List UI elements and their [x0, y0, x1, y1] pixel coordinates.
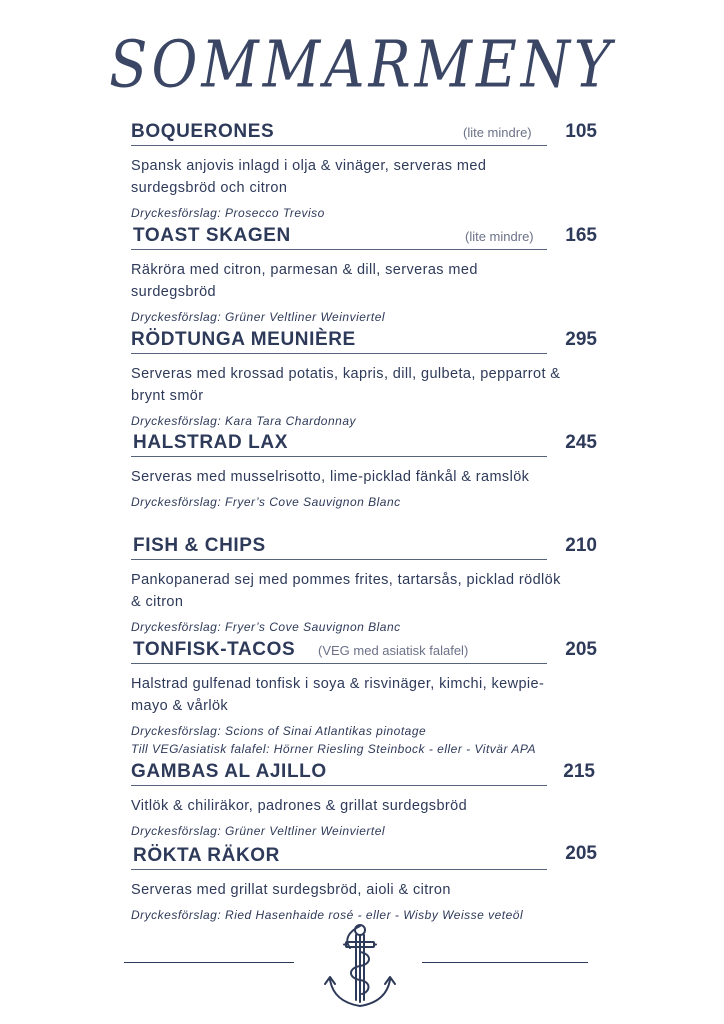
menu-item-header — [131, 121, 601, 147]
header-underline — [131, 559, 547, 560]
dish-description: Vitlök & chiliräkor, padrones & grillat surdegsbröd — [131, 798, 468, 814]
drink-pairing: Dryckesförslag: Kara Tara Chardonnay — [131, 414, 356, 428]
menu-item-toast-skagen — [131, 225, 601, 326]
footer-divider-right — [422, 962, 588, 963]
menu-item-halstrad-lax — [131, 432, 601, 511]
dish-price: 215 — [563, 761, 595, 782]
dish-name: GAMBAS AL AJILLO — [131, 761, 327, 782]
dish-price: 295 — [565, 329, 597, 350]
drink-pairing: Dryckesförslag: Grüner Veltliner Weinviertel — [131, 824, 386, 838]
header-underline — [131, 663, 547, 664]
dish-price: 210 — [565, 535, 597, 556]
dish-name: TONFISK-TACOS — [133, 639, 296, 660]
header-underline — [131, 353, 547, 354]
dish-name: TOAST SKAGEN — [133, 225, 291, 246]
dish-description: Pankopanerad sej med pommes frites, tartarsås, picklad rödlök & citron — [131, 572, 561, 610]
dish-name: BOQUERONES — [131, 121, 275, 142]
dish-name: RÖKTA RÄKOR — [133, 845, 280, 866]
dish-description: Räkröra med citron, parmesan & dill, serveras med surdegsbröd — [131, 262, 478, 300]
drink-pairing: Dryckesförslag: Grüner Veltliner Weinviertel — [131, 310, 386, 324]
dish-price: 165 — [565, 225, 597, 246]
dish-description: Serveras med musselrisotto, lime-picklad fänkål & ramslök — [131, 469, 530, 485]
drink-pairing: Dryckesförslag: Scions of Sinai Atlantikas pinotage — [131, 724, 427, 738]
menu-item-boquerones — [131, 121, 601, 222]
dish-price: 245 — [565, 432, 597, 453]
anchor-icon — [320, 922, 400, 1012]
dish-name: RÖDTUNGA MEUNIÈRE — [131, 329, 356, 350]
drink-pairing-veg: Till VEG/asiatisk falafel: Hörner Riesling Steinbock - eller - Vitvär APA — [131, 742, 536, 756]
menu-item-rodtunga-meuniere — [131, 329, 601, 430]
dish-note: (lite mindre) — [463, 125, 532, 140]
menu-item-header — [131, 225, 601, 251]
menu-item-header — [131, 845, 601, 871]
menu-item-header — [131, 639, 601, 665]
menu-item-header — [131, 761, 601, 787]
menu-item-header — [131, 329, 601, 355]
menu-item-header — [131, 432, 601, 458]
dish-name: HALSTRAD LAX — [133, 432, 288, 453]
menu-item-tonfisk-tacos — [131, 639, 601, 758]
menu-item-gambas-al-ajillo — [131, 761, 601, 840]
menu-item-header — [131, 535, 601, 561]
dish-description: Serveras med grillat surdegsbröd, aioli & citron — [131, 882, 451, 898]
dish-price: 205 — [565, 843, 597, 864]
menu-item-fish-and-chips — [131, 535, 601, 636]
dish-description: Spansk anjovis inlagd i olja & vinäger, serveras med surdegsbröd och citron — [131, 158, 487, 196]
header-underline — [131, 145, 547, 146]
dish-price: 105 — [565, 121, 597, 142]
header-underline — [131, 785, 547, 786]
header-underline — [131, 869, 547, 870]
footer-divider-left — [124, 962, 294, 963]
dish-note: (lite mindre) — [465, 229, 534, 244]
header-underline — [131, 249, 547, 250]
dish-note: (VEG med asiatisk falafel) — [318, 643, 469, 658]
dish-description: Halstrad gulfenad tonfisk i soya & risvinäger, kimchi, kewpie-mayo & vårlök — [131, 676, 545, 714]
header-underline — [131, 456, 547, 457]
drink-pairing: Dryckesförslag: Ried Hasenhaide rosé - eller - Wisby Weisse veteöl — [131, 908, 524, 922]
menu-item-rokta-rakor — [131, 845, 601, 924]
dish-name: FISH & CHIPS — [133, 535, 266, 556]
drink-pairing: Dryckesförslag: Prosecco Treviso — [131, 206, 325, 220]
menu-title: SOMMARMENY — [109, 28, 615, 103]
dish-description: Serveras med krossad potatis, kapris, dill, gulbeta, pepparrot & brynt smör — [131, 366, 561, 404]
dish-price: 205 — [565, 639, 597, 660]
drink-pairing: Dryckesförslag: Fryer’s Cove Sauvignon Blanc — [131, 620, 401, 634]
drink-pairing: Dryckesförslag: Fryer’s Cove Sauvignon Blanc — [131, 495, 401, 509]
